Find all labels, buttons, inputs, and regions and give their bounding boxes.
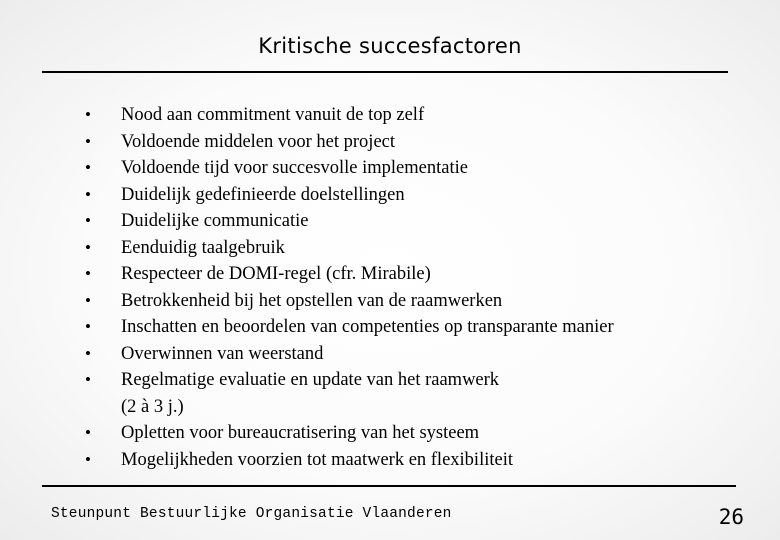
list-item-text: Duidelijke communicatie bbox=[121, 211, 309, 231]
list-item bbox=[0, 208, 780, 235]
list-item bbox=[0, 102, 780, 129]
list-item bbox=[0, 420, 780, 447]
list-item bbox=[0, 314, 780, 341]
footer-divider bbox=[42, 485, 736, 487]
bullet-icon: • bbox=[85, 158, 91, 177]
list-item-text: Duidelijk gedefinieerde doelstellingen bbox=[121, 184, 405, 205]
list-item-text: Voldoende middelen voor het project bbox=[121, 131, 396, 152]
title-divider bbox=[42, 71, 728, 73]
list-item-text: Eenduidig taalgebruik bbox=[121, 237, 285, 258]
list-item-text: Overwinnen van weerstand bbox=[121, 343, 324, 364]
list-item-text: Betrokkenheid bij het opstellen van de raamwerken bbox=[121, 290, 503, 311]
bullet-icon: • bbox=[85, 343, 91, 363]
list-item-text: Respecteer de DOMI-regel (cfr. Mirabile) bbox=[121, 264, 431, 284]
success-factor-list bbox=[0, 102, 780, 473]
bullet-icon: • bbox=[85, 317, 91, 336]
bullet-icon: • bbox=[85, 184, 91, 204]
list-item bbox=[0, 341, 780, 368]
list-item-text: Opletten voor bureaucratisering van het systeem bbox=[121, 423, 480, 443]
bullet-icon: • bbox=[85, 211, 91, 230]
list-item bbox=[0, 155, 780, 182]
list-item-text: Inschatten en beoordelen van competenties op transparante manier bbox=[121, 317, 614, 337]
list-item-text: Nood aan commitment vanuit de top zelf bbox=[121, 105, 425, 125]
page-number: 26 bbox=[718, 505, 744, 529]
bullet-icon: • bbox=[85, 131, 91, 151]
bullet-icon: • bbox=[85, 105, 91, 124]
list-item bbox=[0, 288, 780, 315]
bullet-icon: • bbox=[85, 264, 91, 283]
list-item-continuation: (2 à 3 j.) bbox=[121, 396, 184, 417]
list-item bbox=[0, 367, 780, 420]
list-item-text: Regelmatige evaluatie en update van het raamwerk bbox=[121, 370, 500, 390]
slide-title: Kritische succesfactoren bbox=[258, 34, 522, 58]
list-item bbox=[0, 261, 780, 288]
footer-organization: Steunpunt Bestuurlijke Organisatie Vlaanderen bbox=[51, 506, 452, 522]
bullet-icon: • bbox=[85, 237, 91, 257]
bullet-icon: • bbox=[85, 423, 91, 442]
list-item bbox=[0, 182, 780, 209]
list-item bbox=[0, 447, 780, 474]
bullet-icon: • bbox=[85, 290, 91, 310]
bullet-icon: • bbox=[85, 370, 91, 389]
bullet-icon: • bbox=[85, 449, 91, 469]
list-item bbox=[0, 129, 780, 156]
list-item bbox=[0, 235, 780, 262]
list-item-text: Voldoende tijd voor succesvolle implementatie bbox=[121, 158, 468, 178]
list-item-text: Mogelijkheden voorzien tot maatwerk en flexibiliteit bbox=[121, 449, 513, 470]
